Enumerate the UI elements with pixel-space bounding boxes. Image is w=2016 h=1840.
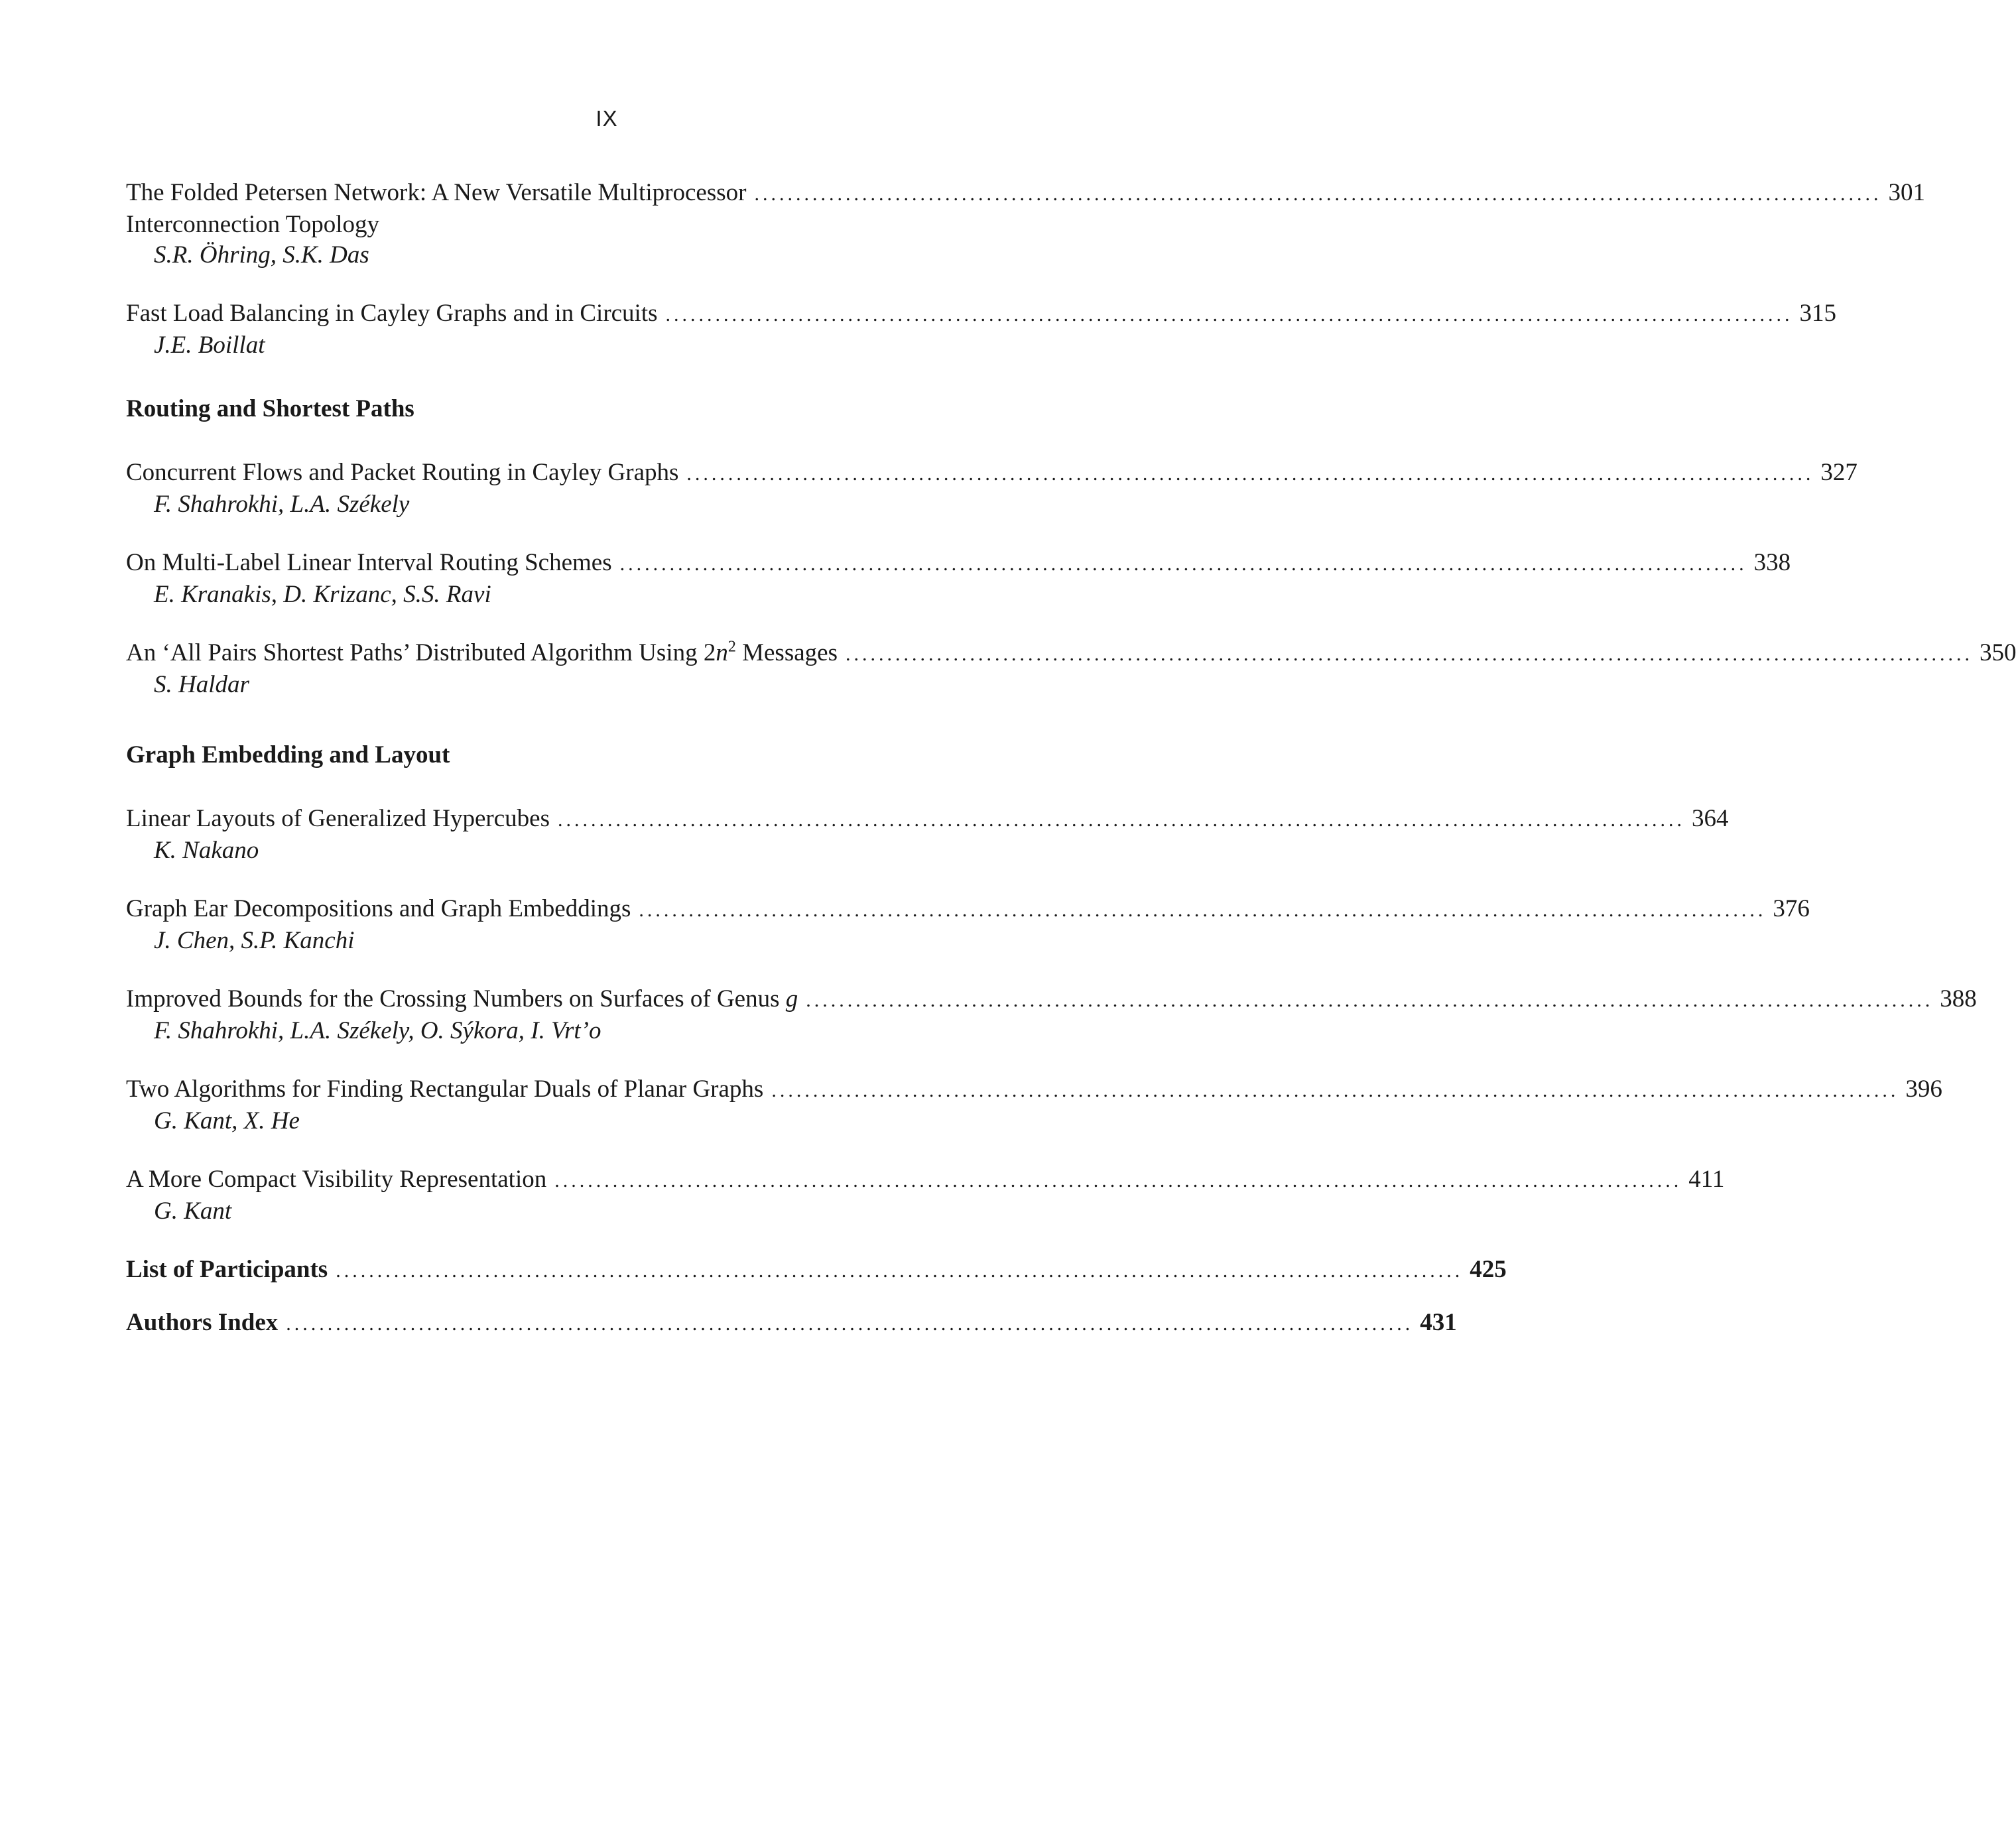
entry-title: Linear Layouts of Generalized Hypercubes [126,805,550,832]
entry-authors: K. Nakano [154,837,259,864]
entry-authors: G. Kant [154,1197,232,1225]
dot-leader: ........................................................................................................................................ [845,643,1973,665]
entry-page: 425 [1470,1256,1507,1283]
page-number: IX [596,106,618,131]
entry-authors: S. Haldar [154,671,249,698]
entry-authors: G. Kant, X. He [154,1107,300,1135]
table-of-contents [126,178,2016,1361]
entry-title: Two Algorithms for Finding Rectangular Duals of Planar Graphs [126,1075,764,1103]
toc-entry-authors-index [126,1308,1457,1339]
entry-line [126,1074,1942,1106]
dot-leader: ........................................................................................................................................ [554,1170,1682,1192]
section-heading-embedding: Graph Embedding and Layout [126,741,450,768]
entry-authors: J. Chen, S.P. Kanchi [154,927,355,954]
entry-line [126,804,1729,835]
title-text: Improved Bounds for the Crossing Numbers on Surfaces of Genus [126,985,786,1012]
entry-line [126,178,1925,210]
math-variable: g [785,985,798,1012]
entry-line [126,298,1837,330]
dot-leader: ........................................................................................................................................ [686,463,1814,485]
entry-authors: S.R. Öhring, S.K. Das [154,241,369,269]
entry-title: Authors Index [126,1309,279,1336]
toc-entry [126,1164,1725,1227]
entry-page: 364 [1692,805,1729,832]
entry-page: 396 [1905,1075,1942,1103]
dot-leader: ........................................................................................................................................ [806,989,1934,1011]
entry-title-continued: Interconnection Topology [126,211,380,238]
entry-title [126,984,798,1014]
entry-title: A More Compact Visibility Representation [126,1166,547,1193]
math-exponent: 2 [727,638,736,656]
entry-page: 327 [1820,459,1858,486]
dot-leader: ........................................................................................................................................ [558,809,1685,831]
entry-line [126,1255,1507,1286]
math-variable: n [716,639,728,666]
entry-title: The Folded Petersen Network: A New Versatile Multiprocessor [126,179,747,206]
dot-leader: ........................................................................................................................................ [639,899,1767,921]
entry-page: 411 [1688,1166,1725,1193]
entry-title: Graph Ear Decompositions and Graph Embeddings [126,895,631,922]
dot-leader: ........................................................................................................................................ [619,553,1747,575]
entry-page: 376 [1773,895,1810,922]
entry-line [126,548,1791,580]
entry-line [126,894,1810,926]
dot-leader: ........................................................................................................................................ [286,1313,1414,1335]
title-text: Messages [735,639,838,666]
entry-title: List of Participants [126,1256,328,1283]
entry-line [126,638,2016,670]
entry-title: Fast Load Balancing in Cayley Graphs and in Circuits [126,300,658,327]
entry-title: Concurrent Flows and Packet Routing in Cayley Graphs [126,459,679,486]
entry-page: 350 [1979,639,2016,666]
dot-leader: ........................................................................................................................................ [754,183,1882,205]
entry-page: 315 [1799,300,1837,327]
toc-entry [126,638,2016,700]
toc-entry [126,458,1858,520]
entry-line [126,1164,1725,1196]
entry-line [126,1308,1457,1339]
entry-page: 431 [1420,1309,1457,1336]
toc-entry [126,1074,1942,1136]
entry-line [126,458,1858,489]
toc-entry [126,298,1837,361]
dot-leader: ........................................................................................................................................ [336,1260,1464,1282]
entry-title [126,638,838,668]
dot-leader: ........................................................................................................................................ [771,1079,1899,1101]
entry-authors: J.E. Boillat [154,332,265,359]
toc-entry-participants [126,1255,1507,1286]
entry-authors: F. Shahrokhi, L.A. Székely [154,491,410,518]
dot-leader: ........................................................................................................................................ [665,304,1793,326]
toc-entry [126,548,1791,610]
toc-entry [126,178,1925,271]
entry-authors: F. Shahrokhi, L.A. Székely, O. Sýkora, I. Vrt’o [154,1017,601,1044]
title-text: An ‘All Pairs Shortest Paths’ Distributed Algorithm Using 2 [126,639,716,666]
entry-title: On Multi-Label Linear Interval Routing Schemes [126,549,612,576]
entry-authors: E. Kranakis, D. Krizanc, S.S. Ravi [154,581,491,608]
entry-page: 301 [1888,179,1925,206]
toc-entry [126,804,1729,866]
toc-entry [126,894,1810,956]
section-heading-routing: Routing and Shortest Paths [126,395,414,422]
toc-entry [126,984,1977,1046]
entry-page: 388 [1940,985,1977,1012]
entry-page: 338 [1753,549,1791,576]
entry-line [126,984,1977,1016]
